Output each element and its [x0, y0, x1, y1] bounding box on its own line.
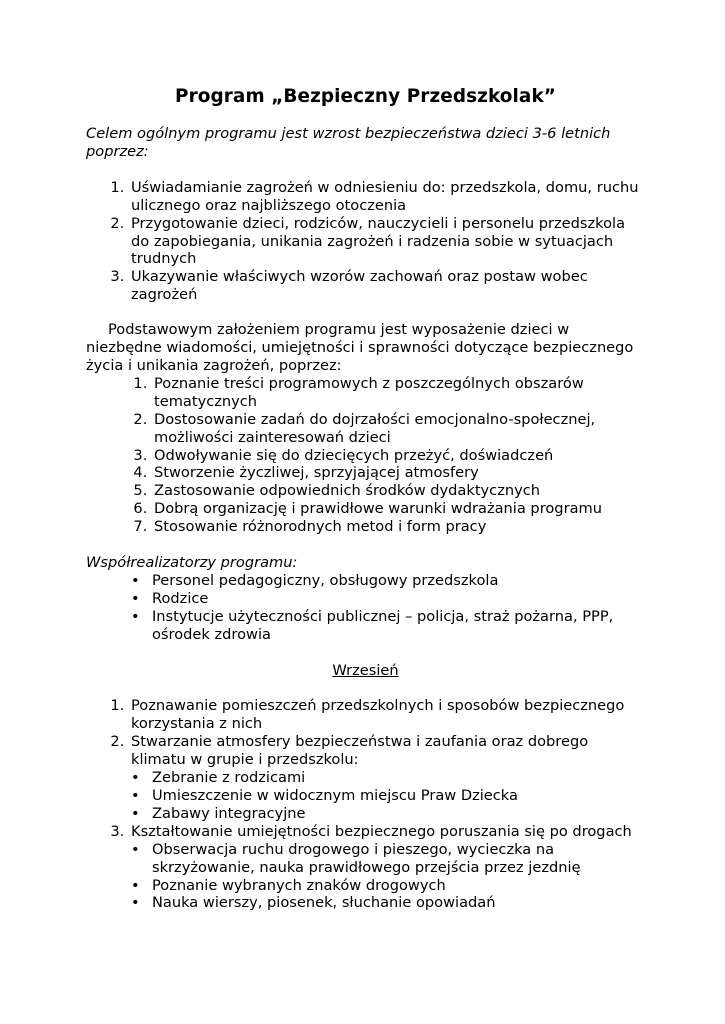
co-realizers-heading: Współrealizatorzy programu:: [86, 554, 298, 572]
september-sublist: [86, 769, 645, 823]
co-realizer-item: • Personel pedagogiczny, obsługowy przedszkola: [152, 572, 645, 590]
co-realizers-list: [86, 572, 645, 644]
september-subitem: • Nauka wierszy, piosenek, słuchanie opowiadań: [152, 894, 645, 912]
september-subitem: • Poznanie wybranych znaków drogowych: [152, 877, 645, 895]
tasks-list: [86, 375, 645, 536]
september-sublist: [86, 841, 645, 913]
september-subitem: • Zebranie z rodzicami: [152, 769, 645, 787]
task-item: 1. Poznanie treści programowych z poszczególnych obszarów tematycznych: [152, 375, 645, 411]
september-item-text: Stwarzanie atmosfery bezpieczeństwa i zaufania oraz dobrego klimatu w grupie i przedszkolu:: [131, 733, 589, 769]
september-item-text: Poznawanie pomieszczeń przedszkolnych i sposobów bezpiecznego korzystania z nich: [131, 697, 625, 733]
task-item: 6. Dobrą organizację i prawidłowe warunki wdrażania programu: [152, 500, 645, 518]
co-realizer-item: • Rodzice: [152, 590, 645, 608]
co-realizer-item: • Instytucje użyteczności publicznej – policja, straż pożarna, PPP, ośrodek zdrowia: [152, 608, 645, 644]
task-item: 4. Stworzenie życzliwej, sprzyjającej atmosfery: [152, 464, 645, 482]
september-item: [129, 823, 645, 913]
main-paragraph: Podstawowym założeniem programu jest wyposażenie dzieci w niezbędne wiadomości, umiejętności i sprawności dotyczące bezpiecznego życia i unikania zagrożeń, poprzez:: [86, 321, 634, 374]
goal-item: 3. Ukazywanie właściwych wzorów zachowań oraz postaw wobec zagrożeń: [129, 268, 645, 304]
september-subitem: • Zabawy integracyjne: [152, 805, 645, 823]
goals-list: [86, 179, 645, 304]
september-subitem: • Umieszczenie w widocznym miejscu Praw Dziecka: [152, 787, 645, 805]
september-subitem: • Obserwacja ruchu drogowego i pieszego, wycieczka na skrzyżowanie, nauka prawidłowego przejścia przez jezdnię: [152, 841, 645, 877]
month-heading: Wrzesień: [332, 661, 399, 679]
september-list: [86, 697, 645, 912]
task-item: 7. Stosowanie różnorodnych metod i form pracy: [152, 518, 645, 536]
september-item: [129, 697, 645, 733]
goal-item: 2. Przygotowanie dzieci, rodziców, nauczycieli i personelu przedszkola do zapobiegania, unikania zagrożeń i radzenia sobie w sytuacjach trudnych: [129, 215, 645, 269]
september-item-text: Kształtowanie umiejętności bezpiecznego poruszania się po drogach: [131, 822, 632, 840]
task-item: 3. Odwoływanie się do dziecięcych przeżyć, doświadczeń: [152, 447, 645, 465]
task-item: 2. Dostosowanie zadań do dojrzałości emocjonalno-społecznej, możliwości zainteresowań dzieci: [152, 411, 645, 447]
intro-text: Celem ogólnym programu jest wzrost bezpieczeństwa dzieci 3-6 letnich poprzez:: [86, 125, 611, 160]
goal-item: 1. Uświadamianie zagrożeń w odniesieniu do: przedszkola, domu, ruchu ulicznego oraz najbliższego otoczenia: [129, 179, 645, 215]
task-item: 5. Zastosowanie odpowiednich środków dydaktycznych: [152, 482, 645, 500]
document-title: Program „Bezpieczny Przedszkolak”: [175, 86, 556, 107]
september-item: [129, 733, 645, 823]
